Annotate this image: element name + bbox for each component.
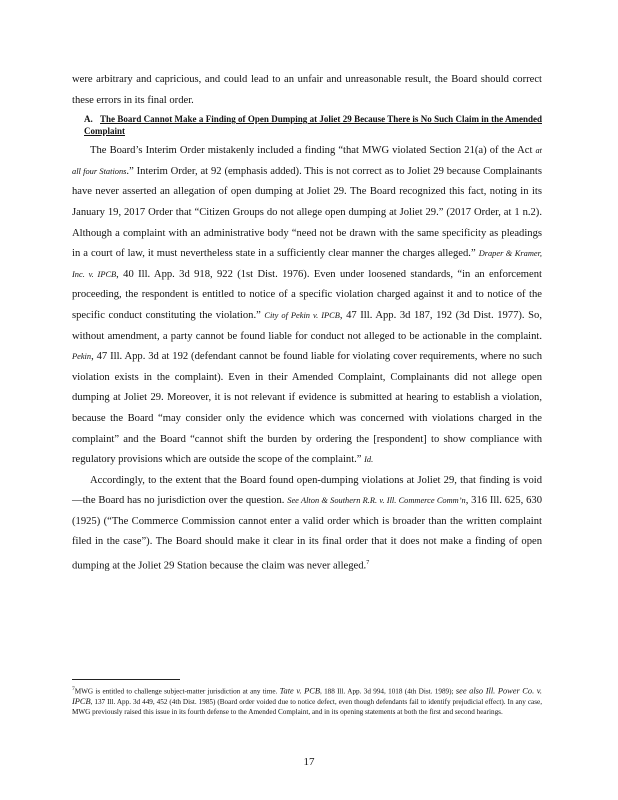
case-citation: Pekin [72, 352, 92, 362]
footnote-reference: 7 [366, 560, 370, 567]
footnote-text: , 137 Ill. App. 3d 449, 452 (4th Dist. 1985) (Board order voided due to notice defect, even though defendants fail to identify prejudicial effect). In any case, MWG previously raised this issue in its fourth defense to the Amended Complaint, and in its opening statements at both the first and second hearings. [72, 697, 542, 717]
paragraph-1-text: , 47 Ill. App. 3d at 192 (defendant cannot be found liable for violating cover requirements, where no such violation exists in the complaint). Even in their Amended Complaint, Complainants did not allege open dumping at Joliet 29. Moreover, it is not relevant if evidence is submitted at hearing to establish a violation, because the Board “may consider only the evidence which was concerned with violations charged in the complaint” and the Board “cannot shift the burden by ordering the [respondent] to show compliance with regulatory provisions which are outside the scope of the complaint.” [72, 351, 542, 466]
footnote [72, 684, 542, 718]
page-number: 17 [303, 756, 315, 768]
case-citation: see also Ill. Power Co. v. IPCB [72, 686, 542, 706]
intro-paragraph: were arbitrary and capricious, and could lead to an unfair and unreasonable result, the Board should correct these errors in its final order. [72, 74, 542, 106]
paragraph-1 [72, 141, 542, 471]
footnote-divider [72, 679, 180, 680]
paragraph-2-text: Accordingly, to the extent that the Board found open-dumping violations at Joliet 29, that finding is void—the Board has no jurisdiction over the question. [72, 474, 542, 507]
case-citation: Tate v. PCB [279, 686, 320, 696]
emphasis-phrase: at all four Stations [72, 146, 542, 176]
paragraph-1-text: The Board’s Interim Order mistakenly included a finding “that MWG violated Section 21(a) of the Act [90, 145, 536, 157]
section-heading-number: A. [84, 114, 93, 125]
case-citation: City of Pekin v. IPCB [264, 310, 340, 320]
case-citation: Draper & Kramer, Inc. v. IPCB [72, 249, 543, 279]
footnote-marker: 7 [72, 686, 75, 692]
paragraph-1-text: , 47 Ill. App. 3d 187, 192 (3d Dist. 1977). So, without amendment, a party cannot be found liable for conduct not alleged to be actionable in the complaint. [72, 309, 542, 342]
case-citation: See Alton & Southern R.R. v. Ill. Commerce Comm’n [287, 496, 466, 506]
paragraph-2-text: , 316 Ill. 625, 630 (1925) (“The Commerce Commission cannot enter a valid order which is broader than the written complaint filed in the case”). The Board should make it clear in its final order that it does not make a finding of open dumping at the Joliet 29 Station because the claim was never alleged. [72, 495, 542, 572]
case-citation: Id. [364, 455, 374, 465]
section-heading-text: The Board Cannot Make a Finding of Open Dumping at Joliet 29 Because There is No Such Claim in the Amended Complaint [84, 114, 542, 137]
footnote-text: , 188 Ill. App. 3d 994, 1018 (4th Dist. 1989); [319, 687, 456, 696]
paragraph-1-text: , 40 Ill. App. 3d 918, 922 (1st Dist. 1976). Even under loosened standards, “in an enforcement proceeding, the respondent is entitled to notice of a specific violation charged against it and to notice of the specific conduct constituting the violation.” [72, 268, 542, 321]
footnote-text: MWG is entitled to challenge subject-matter jurisdiction at any time. [74, 687, 280, 696]
paragraph-1-text: .” Interim Order, at 92 (emphasis added). This is not correct as to Joliet 29 because Complainants have never asserted an allegation of open dumping at Joliet 29. The Board recognized this fact, noting in its January 19, 2017 Order that “Citizen Groups do not allege open dumping at Joliet 29.” (2017 Order, at 1 n.2). Although a complaint with an administrative body “need not be drawn with the same specificity as pleadings in a court of law, it must nevertheless state in a sufficiently clear manner the charges alleged.” [72, 165, 542, 260]
body-text [72, 70, 542, 577]
section-heading [84, 113, 542, 137]
paragraph-2 [72, 471, 542, 578]
